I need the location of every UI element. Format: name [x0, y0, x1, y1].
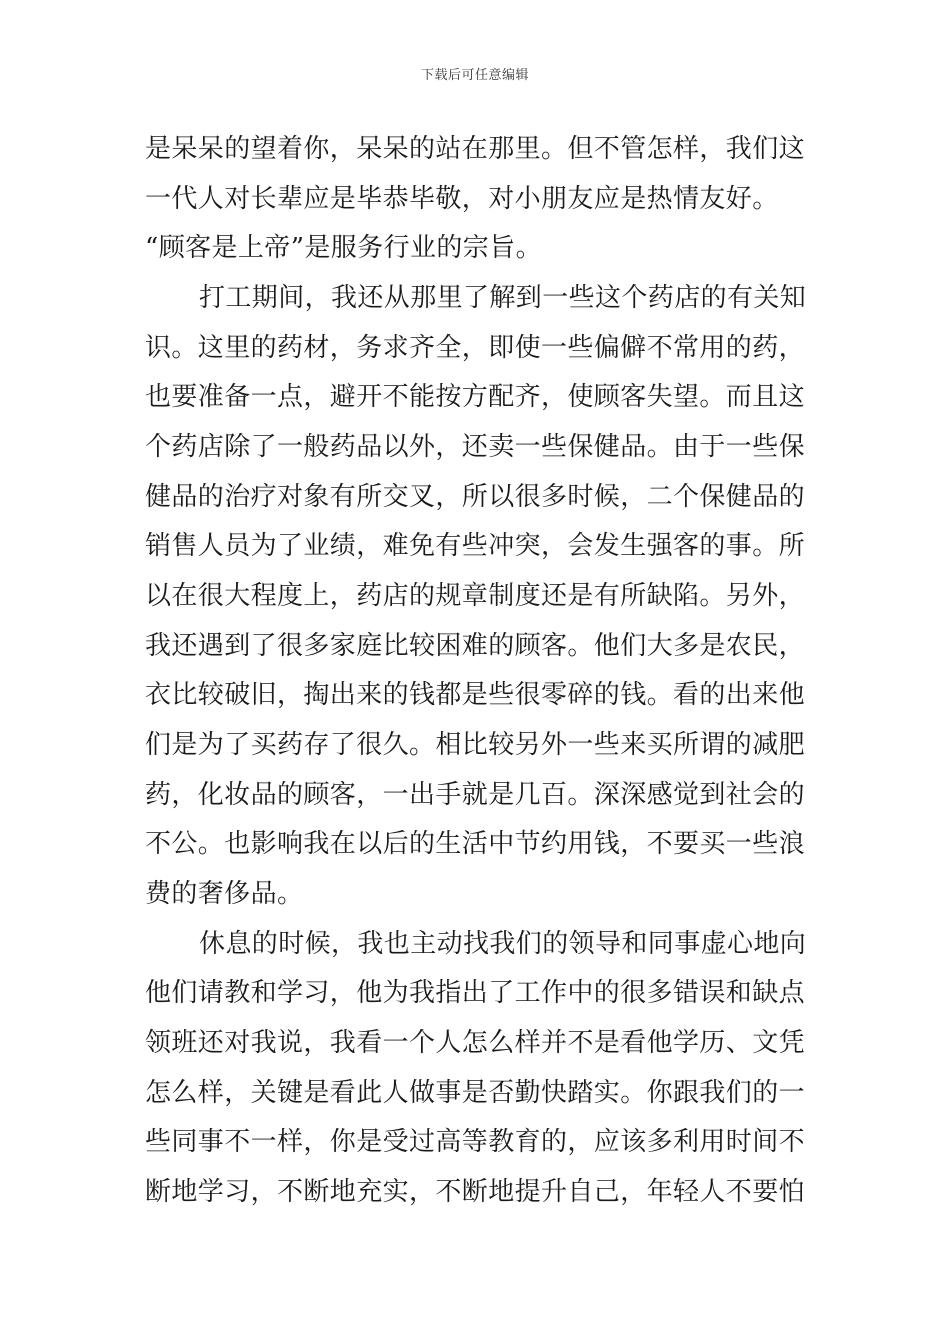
paragraph-first-line: 打工期间，我还从那里了解到一些这个药店的有关知: [199, 283, 807, 313]
text-line: 以在很大程度上，药店的规章制度还是有所缺陷。另外，: [145, 581, 806, 611]
text-line: 领班还对我说，我看一个人怎么样并不是看他学历、文凭: [145, 1028, 806, 1058]
text-line: 识。这里的药材，务求齐全，即使一些偏僻不常用的药，: [145, 333, 806, 363]
text-line: 药，化妆品的顾客，一出手就是几百。深深感觉到社会的: [145, 780, 806, 810]
text-line: 他们请教和学习，他为我指出了工作中的很多错误和缺点: [145, 978, 806, 1008]
text-line: 些同事不一样，你是受过高等教育的，应该多利用时间不: [145, 1127, 806, 1157]
text-line: 是呆呆的望着你，呆呆的站在那里。但不管怎样，我们这: [145, 134, 806, 164]
text-line: 销售人员为了业绩，难免有些冲突，会发生强客的事。所: [145, 531, 806, 561]
text-line: 断地学习，不断地充实，不断地提升自己，年轻人不要怕: [145, 1177, 806, 1207]
text-line: 们是为了买药存了很久。相比较另外一些来买所谓的减肥: [145, 730, 806, 760]
text-line: 衣比较破旧，掏出来的钱都是些很零碎的钱。看的出来他: [145, 680, 806, 710]
text-line: 费的奢侈品。: [145, 879, 304, 909]
text-line: 也要准备一点，避开不能按方配齐，使顾客失望。而且这: [145, 382, 806, 412]
text-line: 怎么样，关键是看此人做事是否勤快踏实。你跟我们的一: [145, 1078, 806, 1108]
paragraph-first-line: 休息的时候，我也主动找我们的领导和同事虚心地向: [199, 929, 807, 959]
text-line: 一代人对长辈应是毕恭毕敬，对小朋友应是热情友好。: [145, 184, 779, 214]
text-line: 不公。也影响我在以后的生活中节约用钱，不要买一些浪: [145, 829, 806, 859]
text-line: 我还遇到了很多家庭比较困难的顾客。他们大多是农民，: [145, 631, 806, 661]
text-line: “顾客是上帝”是服务行业的宗旨。: [145, 233, 542, 263]
text-line: 健品的治疗对象有所交叉，所以很多时候，二个保健品的: [145, 482, 806, 512]
page-header: 下载后可任意编辑: [420, 68, 529, 83]
text-line: 个药店除了一般药品以外，还卖一些保健品。由于一些保: [145, 432, 806, 462]
